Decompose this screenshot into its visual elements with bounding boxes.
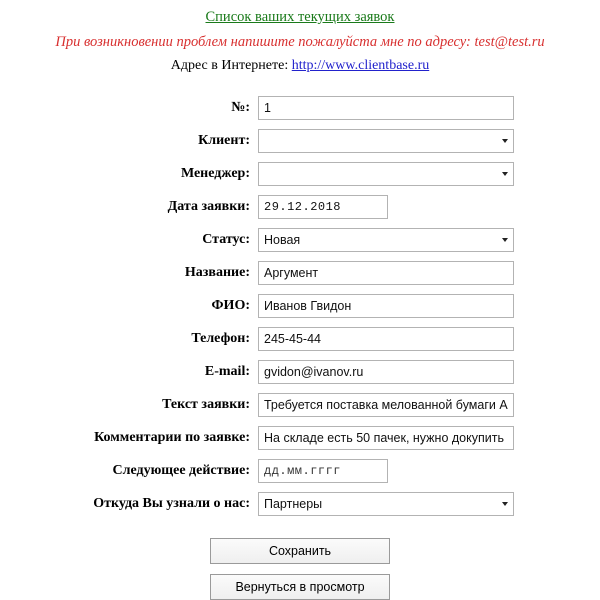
select-source-value: Партнеры — [264, 497, 323, 512]
select-status-value: Новая — [264, 233, 301, 248]
field-order-date — [258, 195, 388, 219]
label-source: Откуда Вы узнали о нас: — [93, 496, 250, 512]
label-fullname: ФИО: — [211, 298, 250, 314]
site-address-line — [0, 57, 600, 76]
field-status — [258, 228, 514, 252]
input-title[interactable] — [258, 261, 514, 285]
form-row-status — [0, 228, 600, 252]
form-row-order-date — [0, 195, 600, 219]
support-email: test@test.ru — [474, 33, 545, 50]
select-client[interactable] — [258, 129, 514, 153]
label-client: Клиент: — [198, 133, 250, 149]
site-address-label: Адрес в Интернете: — [170, 58, 292, 74]
label-title: Название: — [184, 265, 250, 281]
save-button[interactable]: Сохранить — [210, 538, 390, 564]
form-row-comments — [0, 426, 600, 450]
label-next-action: Следующее действие: — [112, 463, 250, 479]
label-status: Статус: — [202, 232, 250, 248]
chevron-down-icon — [502, 139, 508, 143]
field-order-text — [258, 393, 514, 417]
select-source[interactable] — [258, 492, 514, 516]
field-phone — [258, 327, 514, 351]
field-next-action — [258, 459, 388, 483]
field-email — [258, 360, 514, 384]
page-header — [0, 8, 600, 76]
field-title — [258, 261, 514, 285]
form-row-client — [0, 129, 600, 153]
chevron-down-icon — [502, 502, 508, 506]
form-row-email — [0, 360, 600, 384]
support-notice-text: При возникновении проблем напишите пожалуйста мне по адресу: — [55, 33, 475, 50]
label-order-text: Текст заявки: — [162, 397, 250, 413]
label-phone: Телефон: — [191, 331, 250, 347]
field-client — [258, 129, 514, 153]
form-row-title — [0, 261, 600, 285]
form-row-phone — [0, 327, 600, 351]
form-row-fullname — [0, 294, 600, 318]
input-comments[interactable] — [258, 426, 514, 450]
label-comments: Комментарии по заявке: — [94, 430, 250, 446]
back-to-view-button[interactable]: Вернуться в просмотр — [210, 574, 390, 600]
form-row-source — [0, 492, 600, 516]
input-order-text[interactable] — [258, 393, 514, 417]
label-manager: Менеджер: — [180, 166, 250, 182]
label-email: E-mail: — [204, 364, 250, 380]
input-order-date[interactable] — [258, 195, 388, 219]
site-address-link[interactable]: http://www.clientbase.ru — [291, 58, 430, 74]
field-fullname — [258, 294, 514, 318]
input-next-action[interactable] — [258, 459, 388, 483]
form-actions — [0, 538, 600, 600]
chevron-down-icon — [502, 172, 508, 176]
label-order-date: Дата заявки: — [167, 199, 250, 215]
input-email[interactable] — [258, 360, 514, 384]
input-fullname[interactable] — [258, 294, 514, 318]
select-manager[interactable] — [258, 162, 514, 186]
form-row-manager — [0, 162, 600, 186]
input-phone[interactable] — [258, 327, 514, 351]
form-row-order-text — [0, 393, 600, 417]
label-number: №: — [231, 100, 250, 116]
orders-list-link[interactable]: Список ваших текущих заявок — [205, 9, 395, 25]
support-notice — [0, 33, 600, 53]
field-comments — [258, 426, 514, 450]
field-manager — [258, 162, 514, 186]
input-number[interactable] — [258, 96, 514, 120]
form-row-next-action — [0, 459, 600, 483]
chevron-down-icon — [502, 238, 508, 242]
order-form — [0, 96, 600, 516]
form-row-number — [0, 96, 600, 120]
field-source — [258, 492, 514, 516]
orders-list-link-wrap — [0, 8, 600, 28]
select-status[interactable] — [258, 228, 514, 252]
field-number — [258, 96, 514, 120]
